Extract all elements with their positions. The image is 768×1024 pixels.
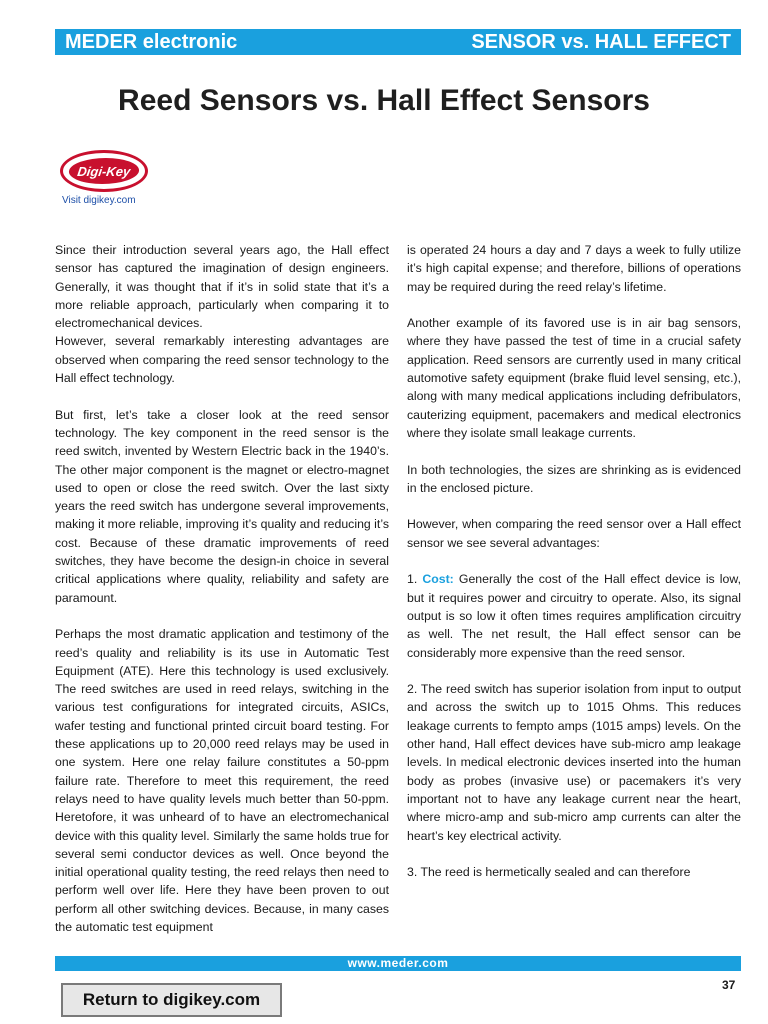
paragraph: However, several remarkably interesting advantages are observed when comparing the reed sensor technology to the Hall effect technology. xyxy=(55,334,389,386)
paragraph: Since their introduction several years ago, the Hall effect sensor has captured the imagination of design engineers. Generally, it was thought that if it’s in solid state that it’s a more reliable approach, particularly when comparing it to electromechanical devices. xyxy=(55,243,389,331)
cost-number: 1. xyxy=(407,572,423,587)
cost-text: Generally the cost of the Hall effect device is low, but it requires power and circuitry to operate. Also, its signal output is so low it often times requires amplification circuitry as well. The net result, the Hall effect sensor can be considerably more expensive than the reed sensor. xyxy=(407,572,741,660)
left-column xyxy=(55,241,389,955)
paragraph: In both technologies, the sizes are shrinking as is evidenced in the enclosed picture. xyxy=(407,462,741,495)
cost-label: Cost: xyxy=(422,572,454,587)
header-brand: MEDER electronic xyxy=(65,30,238,53)
paragraph: Perhaps the most dramatic application and testimony of the reed’s quality and reliability is its use in Automatic Test Equipment (ATE). Here this technology is used exclusively. The reed switches are used in reed relays, switching in the various test configurations for integrated circuits, ASICs, wafer testing and functional printed circuit board testing. For these applications up to 20,000 reed relays may be used in one system. Here one relay failure constitutes a 50-ppm failure rate. Therefore to meet this requirement, the reed relays need to have quality levels much better than 50-ppm. Heretofore, it was unheard of to have an electromechanical device with this quality level. Similarly the same holds true for several semi conductor devices as well. Once beyond the initial operational quality testing, the reed relays then need to perform well over life. Here they have been proven to out perform all other switching devices. Because, in many cases the automatic test equipment xyxy=(55,627,389,934)
paragraph: Another example of its favored use is in air bag sensors, where they have passed the test of time in a crucial safety application. Reed sensors are currently used in many critical automotive safety equipment (brake fluid level sensing, etc.), along with many medical applications including defribulators, cauterizing equipment, pacemakers and medical electronics where they isolate small leakage currents. xyxy=(407,316,741,440)
paragraph-cost xyxy=(407,570,741,661)
header-bar xyxy=(55,29,741,55)
digikey-logo[interactable] xyxy=(60,150,148,192)
paragraph: However, when comparing the reed sensor over a Hall effect sensor we see several advantages: xyxy=(407,517,741,550)
paragraph: But first, let’s take a closer look at the reed sensor technology. The key component in the reed sensor is the reed switch, invented by Western Electric back in the 1940’s. The other major component is the magnet or electro-magnet used to open or close the reed switch. Over the last sixty years the reed switch has undergone several improvements, making it more reliable, improving it’s quality and reducing it’s cost. Because of these dramatic improvements of reed switches, they have become the design-in choice in several critical applications where quality, reliability and safety are paramount. xyxy=(55,407,389,605)
right-column xyxy=(407,241,741,900)
return-to-digikey-button[interactable]: Return to digikey.com xyxy=(61,983,282,1017)
page-title: Reed Sensors vs. Hall Effect Sensors xyxy=(118,84,650,117)
digikey-logo-text: Digi-Key xyxy=(67,158,141,184)
visit-digikey-link[interactable]: Visit digikey.com xyxy=(62,195,136,206)
page-number: 37 xyxy=(722,978,736,992)
paragraph: 2. The reed switch has superior isolation from input to output and across the switch up to 1015 Ohms. This reduces leakage currents to fempto amps (1015 amps) levels. On the other hand, Hall effect devices have sub-micro amp leakage levels. In medical electronic devices inserted into the human body as probes (invasive use) or pacemakers it’s very important not to have any leakage current near the heart, where micro-amp and sub-micro amp currents can alter the heart’s key electrical activity. xyxy=(407,682,741,843)
header-section: SENSOR vs. HALL EFFECT xyxy=(471,30,731,53)
footer-url: www.meder.com xyxy=(55,956,741,971)
paragraph: 3. The reed is hermetically sealed and can therefore xyxy=(407,865,691,880)
paragraph: is operated 24 hours a day and 7 days a week to fully utilize it’s high capital expense; and therefore, billions of operations may be required during the reed relay’s lifetime. xyxy=(407,243,741,294)
